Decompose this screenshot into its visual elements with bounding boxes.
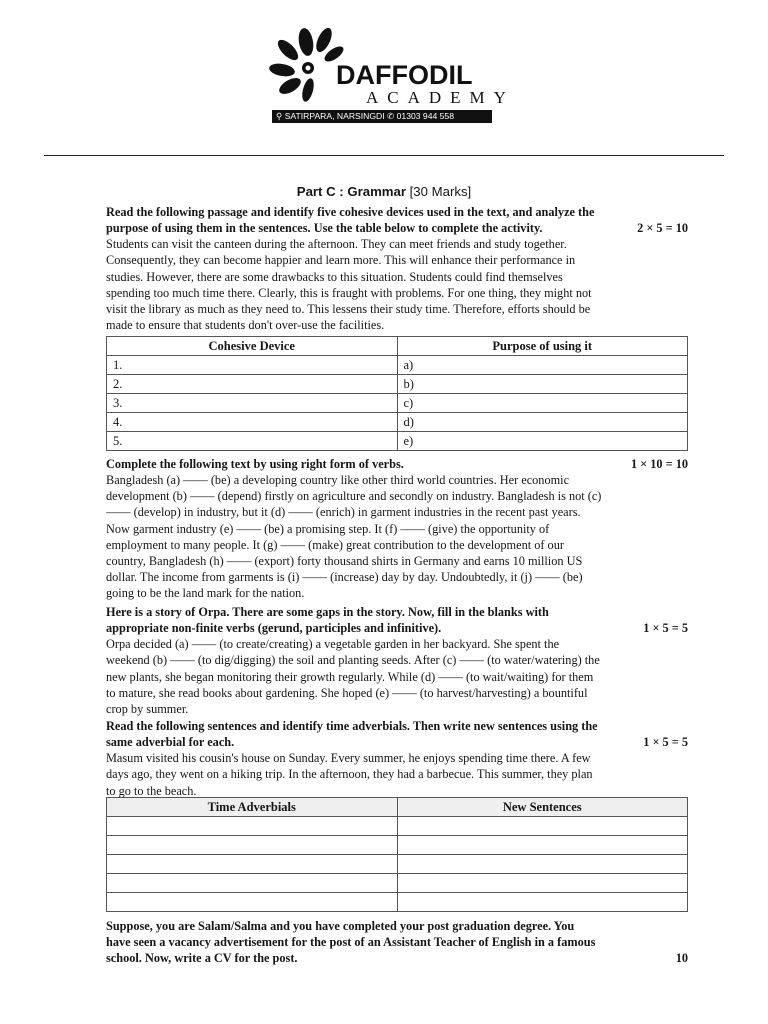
time-adverbial-table	[106, 797, 688, 912]
table-row: 2. b)	[107, 375, 688, 394]
q3-text-line: new plants, she began monitoring their growth regularly. While (d) —— (to wait/waiting) for them	[106, 669, 594, 684]
q5-marks: 10	[675, 951, 688, 966]
page-title	[0, 183, 768, 201]
q4-marks: 1 × 5 = 5	[643, 735, 688, 750]
q2-text-line: —— (develop) in industry, but it (d) —— (enrich) in garment industries in the recent past years.	[106, 505, 581, 520]
question-3	[106, 604, 688, 717]
q4-text-line: Masum visited his cousin's house on Sunday. Every summer, he enjoys spending time there. A few	[106, 751, 591, 766]
q3-instruction-line: appropriate non-finite verbs (gerund, participles and infinitive). 1 × 5 = 5	[106, 621, 688, 636]
academy-logo	[268, 28, 515, 124]
address-text: SATIRPARA, NARSINGDI	[284, 111, 385, 121]
blank-cell[interactable]	[397, 855, 688, 874]
table-row: 5. e)	[107, 432, 688, 451]
table-header: Time Adverbials	[107, 798, 398, 817]
q1-passage-line: visit the library as much as they need to. This lessens their study time. Therefore, efforts should be	[106, 301, 591, 316]
q2-marks: 1 × 10 = 10	[630, 457, 688, 471]
blank-cell[interactable]	[397, 893, 688, 912]
blank-cell[interactable]	[397, 874, 688, 893]
q2-text-line: employment to many people. It (g) —— (make) great contribution to the development of our	[106, 537, 564, 552]
q2-text-line: development (b) —— (depend) firstly on agriculture and secondly on industry. Bangladesh is not (c)	[106, 489, 602, 504]
question-5	[106, 918, 688, 966]
q4-text-line: days ago, they went on a hiking trip. In the afternoon, they had a barbecue. This summer, they plan	[106, 767, 593, 782]
table-header: Purpose of using it	[397, 337, 688, 356]
q2-text-line: country, Bangladesh (h) —— (export) forty thousand shirts in Germany and earns 10 million US	[106, 553, 583, 568]
blank-cell[interactable]	[397, 817, 688, 836]
part-marks: [30 Marks]	[405, 184, 472, 199]
blank-cell[interactable]	[107, 893, 398, 912]
q4-instruction-line: Read the following sentences and identify time adverbials. Then write new sentences using the	[106, 719, 598, 733]
table-row: 4. d)	[107, 413, 688, 432]
q2-text-line: Bangladesh (a) —— (be) a developing country like other third world countries. Her economic	[106, 473, 570, 488]
q2-text-line: dollar. The income from garments is (i) —— (increase) day by day. Undoubtedly, it (j) —— (be)	[106, 570, 583, 585]
phone-text: 01303 944 558	[396, 111, 454, 121]
q1-passage-line: made to ensure that students don't over-use the facilities.	[106, 318, 385, 333]
table-row	[107, 817, 688, 836]
q3-text-line: weekend (b) —— (to dig/digging) the soil and planting seeds. After (c) —— (to water/watering) the	[106, 653, 600, 668]
table-header: New Sentences	[397, 798, 688, 817]
q1-instruction-line: Read the following passage and identify five cohesive devices used in the text, and analyze the	[106, 205, 595, 219]
brand-name: DAFFODIL	[336, 60, 473, 90]
q3-instruction-line: Here is a story of Orpa. There are some gaps in the story. Now, fill in the blanks with	[106, 605, 549, 619]
q2-text-line: Now garment industry (e) —— (be) a promising step. It (f) —— (give) the opportunity of	[106, 521, 550, 536]
blank-cell[interactable]	[397, 836, 688, 855]
blank-cell[interactable]	[107, 874, 398, 893]
blank-cell[interactable]	[107, 817, 398, 836]
table-row	[107, 836, 688, 855]
blank-cell[interactable]	[107, 836, 398, 855]
q2-text-line: going to be the land mark for the nation.	[106, 586, 305, 601]
q5-text-line: Suppose, you are Salam/Salma and you have completed your post graduation degree. You	[106, 919, 575, 933]
q1-passage-line: Consequently, they can become happier and learn more. This will enhance their performance in	[106, 253, 576, 268]
table-row: 3. c)	[107, 394, 688, 413]
table-row	[107, 874, 688, 893]
location-pin-icon: ⚲	[276, 111, 283, 121]
table-header: Cohesive Device	[107, 337, 398, 356]
q1-marks: 2 × 5 = 10	[637, 221, 688, 236]
phone-icon: ✆	[387, 111, 395, 121]
question-2	[106, 456, 688, 601]
q3-text-line: to mature, she read books about gardening. She hoped (e) —— (to harvest/harvesting) a bountiful	[106, 685, 588, 700]
brand-subtitle: ACADEMY	[366, 88, 515, 107]
q5-text-line: school. Now, write a CV for the post. 10	[106, 951, 688, 966]
q1-passage-line: studies. However, there are some drawbacks to this situation. Students could find themselves	[106, 269, 563, 284]
q1-passage-line: Students can visit the canteen during the afternoon. They can meet friends and study together.	[106, 237, 567, 252]
table-row	[107, 893, 688, 912]
blank-cell[interactable]	[107, 855, 398, 874]
q4-text-line: to go to the beach.	[106, 783, 197, 798]
question-4	[106, 718, 688, 799]
q4-instruction-line: same adverbial for each. 1 × 5 = 5	[106, 735, 688, 750]
q1-instruction-line: purpose of using them in the sentences. Use the table below to complete the activity. 2 × 5 = 10	[106, 221, 688, 236]
table-row	[107, 855, 688, 874]
contact-strip	[272, 110, 492, 123]
part-title: Part C : Grammar	[296, 184, 406, 199]
q3-marks: 1 × 5 = 5	[643, 621, 688, 636]
q3-text-line: Orpa decided (a) —— (to create/creating) a vegetable garden in her backyard. She spent the	[106, 637, 560, 652]
q1-passage-line: spending too much time there. Clearly, this is fraught with problems. For one thing, they might not	[106, 285, 592, 300]
question-1	[106, 204, 688, 333]
q2-instruction: Complete the following text by using right form of verbs. 1 × 10 = 10	[106, 457, 688, 471]
header-divider	[44, 155, 724, 156]
q3-text-line: crop by summer.	[106, 701, 189, 716]
cohesive-device-table	[106, 336, 688, 451]
q5-text-line: have seen a vacancy advertisement for the post of an Assistant Teacher of English in a famous	[106, 935, 596, 950]
table-row: 1. a)	[107, 356, 688, 375]
